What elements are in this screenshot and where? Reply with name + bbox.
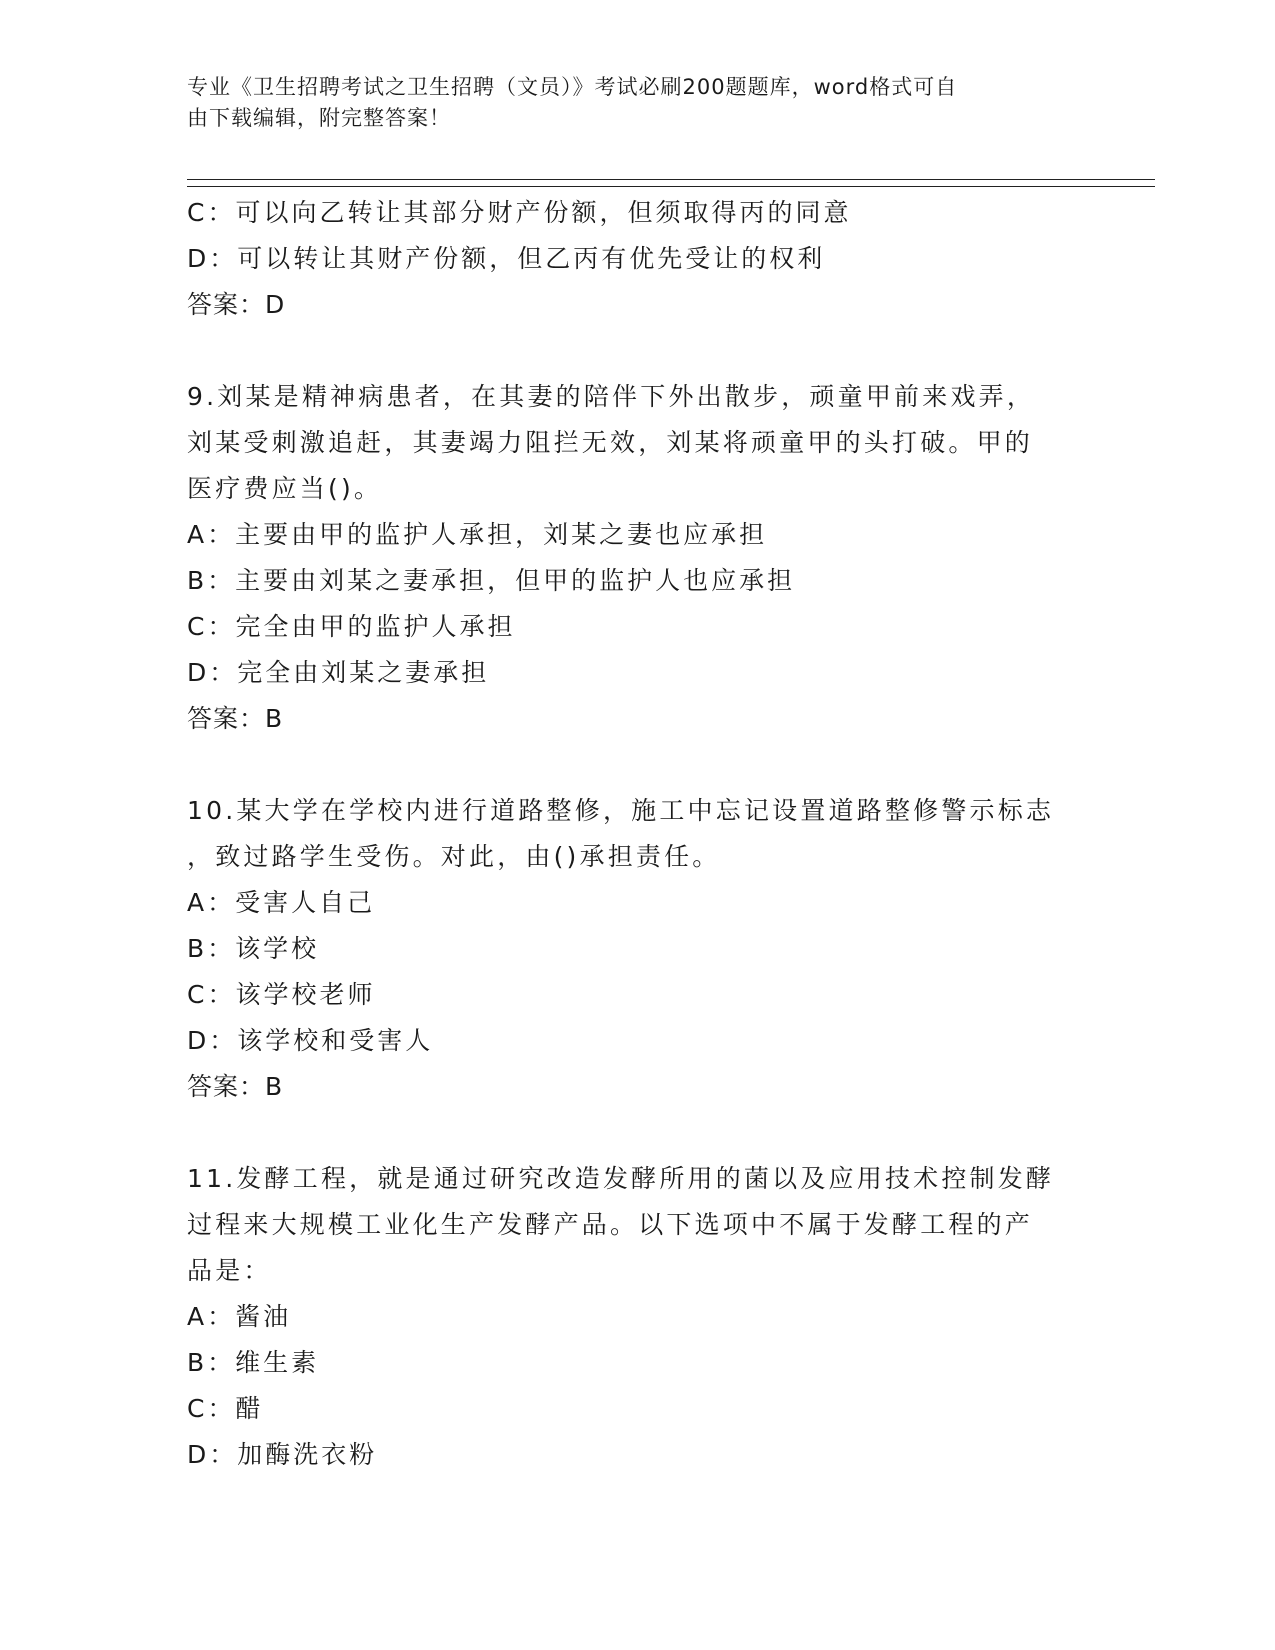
- stem-line: 11.发酵工程，就是通过研究改造发酵所用的菌以及应用技术控制发酵: [187, 1164, 1055, 1193]
- question-stem: [187, 1156, 1087, 1294]
- previous-question-fragment: [187, 190, 1087, 328]
- stem-line: 医疗费应当()。: [187, 474, 383, 503]
- option-a: A：主要由甲的监护人承担，刘某之妻也应承担: [187, 520, 768, 549]
- question-stem: [187, 374, 1087, 512]
- option-b: B：维生素: [187, 1348, 320, 1377]
- question-9: [187, 374, 1087, 742]
- header-title-line-1: 专业《卫生招聘考试之卫生招聘（文员）》考试必刷200题题库，word格式可自: [187, 75, 958, 99]
- stem-line: 刘某受刺激追赶，其妻竭力阻拦无效，刘某将顽童甲的头打破。甲的: [187, 428, 1034, 457]
- option-c: C：完全由甲的监护人承担: [187, 612, 516, 641]
- stem-line: ，致过路学生受伤。对此，由()承担责任。: [187, 842, 721, 871]
- option-a: A：受害人自己: [187, 888, 376, 917]
- header-title-line-2: 由下载编辑，附完整答案！: [187, 106, 451, 130]
- option-b: B：主要由刘某之妻承担，但甲的监护人也应承担: [187, 566, 796, 595]
- option-d: D：加酶洗衣粉: [187, 1440, 378, 1469]
- stem-line: 9.刘某是精神病患者，在其妻的陪伴下外出散步，顽童甲前来戏弄，: [187, 382, 1036, 411]
- option-d: D：该学校和受害人: [187, 1026, 434, 1055]
- answer-line: 答案：B: [187, 1072, 284, 1101]
- stem-line: 过程来大规模工业化生产发酵产品。以下选项中不属于发酵工程的产: [187, 1210, 1034, 1239]
- question-11: [187, 1156, 1087, 1478]
- option-d: D：完全由刘某之妻承担: [187, 658, 490, 687]
- question-stem: [187, 788, 1087, 880]
- question-10: [187, 788, 1087, 1110]
- option-b: B：该学校: [187, 934, 320, 963]
- answer-line: 答案：D: [187, 290, 286, 319]
- option-d: D：可以转让其财产份额，但乙丙有优先受让的权利: [187, 244, 826, 273]
- stem-line: 品是：: [187, 1256, 272, 1285]
- header-double-rule: [187, 179, 1155, 187]
- question-list: [187, 190, 1087, 1478]
- option-c: C：该学校老师: [187, 980, 376, 1009]
- option-a: A：酱油: [187, 1302, 292, 1331]
- option-c: C：可以向乙转让其部分财产份额，但须取得丙的同意: [187, 198, 852, 227]
- page-header: [187, 72, 1087, 134]
- stem-line: 10.某大学在学校内进行道路整修，施工中忘记设置道路整修警示标志: [187, 796, 1055, 825]
- answer-line: 答案：B: [187, 704, 284, 733]
- option-c: C：醋: [187, 1394, 264, 1423]
